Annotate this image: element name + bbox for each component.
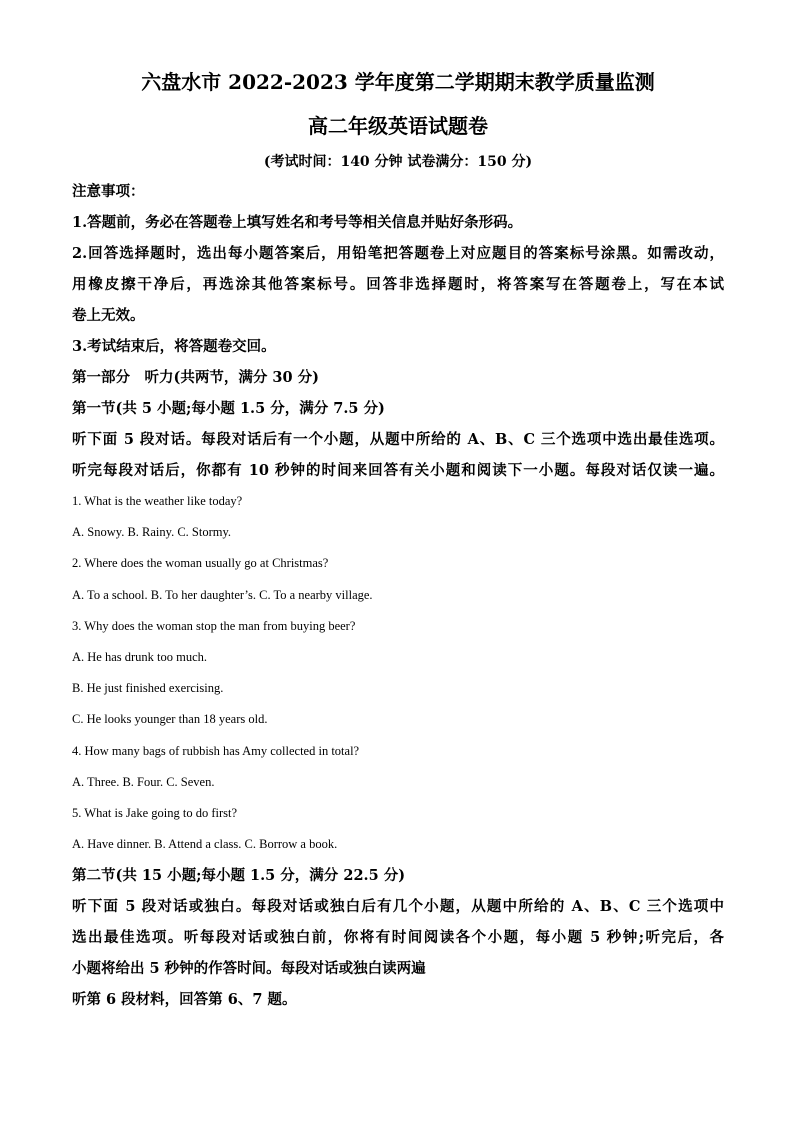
material-6-instruction: 听第 6 段材料，回答第 6、7 题。 xyxy=(72,991,297,1009)
section-1-instructions-line-2: 听完每段对话后，你都有 10 秒钟的时间来回答有关小题和阅读下一小题。每段对话仅读一遍。 xyxy=(72,462,724,479)
question-5-options: A. Have dinner. B. Attend a class. C. Borrow a book. xyxy=(72,837,338,852)
question-3-option-c: C. He looks younger than 18 years old. xyxy=(72,712,268,727)
exam-subtitle: 高二年级英语试题卷 xyxy=(308,114,488,138)
section-2-instructions-line-2: 选出最佳选项。听每段对话或独白前，你将有时间阅读各个小题，每小题 5 秒钟;听完后，各 xyxy=(72,929,724,947)
question-3-option-b: B. He just finished exercising. xyxy=(72,681,224,696)
question-4-options: A. Three. B. Four. C. Seven. xyxy=(72,774,215,789)
question-3: 3. Why does the woman stop the man from buying beer? xyxy=(72,618,356,633)
exam-time-and-score: (考试时间：140 分钟 试卷满分：150 分) xyxy=(263,154,533,170)
question-5: 5. What is Jake going to do first? xyxy=(72,806,238,821)
question-1-options: A. Snowy. B. Rainy. C. Stormy. xyxy=(72,525,232,540)
question-3-option-a: A. He has drunk too much. xyxy=(72,650,208,665)
notice-item-3: 3.考试结束后，将答题卷交回。 xyxy=(72,338,276,355)
notice-item-2-line-1: 2.回答选择题时，选出每小题答案后，用铅笔把答题卷上对应题目的答案标号涂黑。如需改动， xyxy=(72,245,724,262)
section-2-instructions-line-3: 小题将给出 5 秒钟的作答时间。每段对话或独白读两遍 xyxy=(72,960,426,978)
section-1-instructions-line-1: 听下面 5 段对话。每段对话后有一个小题，从题中所给的 A、B、C 三个选项中选出最佳选项。 xyxy=(72,431,724,448)
exam-title: 六盘水市 2022-2023 学年度第二学期期末教学质量监测 xyxy=(141,70,655,94)
section-2-instructions-line-1: 听下面 5 段对话或独白。每段对话或独白后有几个小题，从题中所给的 A、B、C 三个选项中 xyxy=(72,898,724,916)
notice-item-1: 1.答题前，务必在答题卷上填写姓名和考号等相关信息并贴好条形码。 xyxy=(72,214,523,231)
question-4: 4. How many bags of rubbish has Amy collected in total? xyxy=(72,743,360,758)
question-2: 2. Where does the woman usually go at Christmas? xyxy=(72,556,329,571)
question-2-options: A. To a school. B. To her daughter’s. C. To a nearby village. xyxy=(72,587,373,602)
notice-item-2-line-3: 卷上无效。 xyxy=(72,307,145,324)
question-1: 1. What is the weather like today? xyxy=(72,494,243,508)
part-1-heading: 第一部分 听力(共两节，满分 30 分) xyxy=(72,369,319,386)
notice-heading: 注意事项： xyxy=(72,183,145,200)
section-1-heading: 第一节(共 5 小题;每小题 1.5 分，满分 7.5 分) xyxy=(72,400,385,417)
section-2-heading: 第二节(共 15 小题;每小题 1.5 分，满分 22.5 分) xyxy=(72,867,406,885)
notice-item-2-line-2: 用橡皮擦干净后，再选涂其他答案标号。回答非选择题时，将答案写在答题卷上，写在本试 xyxy=(72,276,724,293)
